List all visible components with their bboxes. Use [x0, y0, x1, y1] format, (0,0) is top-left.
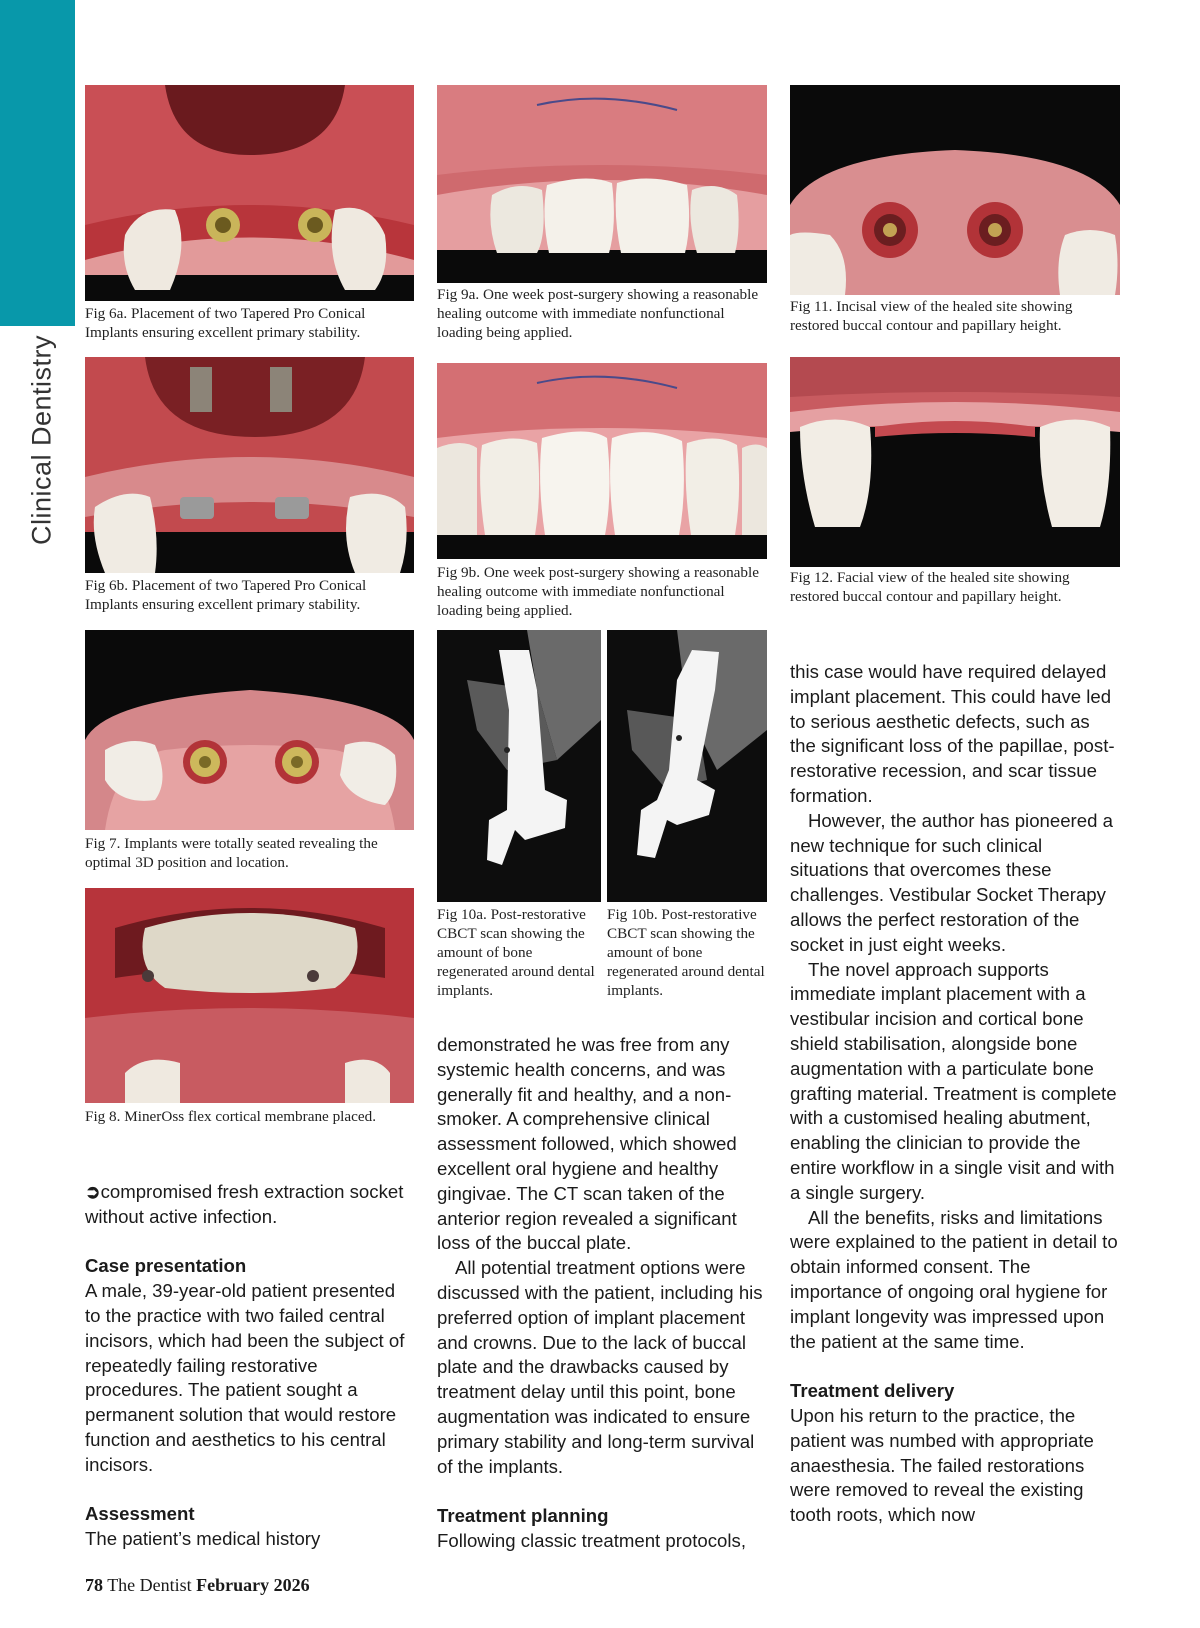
- fig12-caption: Fig 12. Facial view of the healed site showing restored buccal contour and papillary height.: [790, 569, 1070, 605]
- paragraph: Following classic treatment protocols,: [437, 1529, 746, 1551]
- fig6b-caption: Fig 6b. Placement of two Tapered Pro Conical Implants ensuring excellent primary stability.: [85, 577, 367, 613]
- fig6a-photo: [85, 85, 414, 301]
- fig10b-caption: Fig 10b. Post-restorative CBCT scan showing the amount of bone regenerated around dental implants.: [607, 906, 765, 999]
- fig7-photo: [85, 630, 414, 830]
- paragraph: However, the author has pioneered a new technique for such clinical situations that overcomes these challenges. Vestibular Socket Therapy allows the perfect restoration of the socket in just eight weeks.: [790, 809, 1113, 955]
- fig9a-photo: [437, 85, 767, 283]
- paragraph: Upon his return to the practice, the patient was numbed with appropriate anaesthesia. The failed restorations were removed to reveal the existing tooth roots, which now: [790, 1404, 1094, 1526]
- fig9b-photo: [437, 363, 767, 559]
- fig8-photo: [85, 888, 414, 1103]
- fig6a-caption: Fig 6a. Placement of two Tapered Pro Conical Implants ensuring excellent primary stability.: [85, 305, 366, 341]
- fig9b-caption: Fig 9b. One week post-surgery showing a reasonable healing outcome with immediate nonfunctional loading being applied.: [437, 564, 759, 619]
- page-number: 78: [85, 1575, 103, 1595]
- section-label: Clinical Dentistry: [26, 334, 57, 546]
- fig11-photo: [790, 85, 1120, 295]
- paragraph: this case would have required delayed implant placement. This could have led to serious aesthetic defects, such as the significant loss of the papillae, post-restorative recession, and scar tissue formation.: [790, 661, 1115, 806]
- section-heading: Treatment delivery: [790, 1380, 955, 1402]
- fig11-caption: Fig 11. Incisal view of the healed site showing restored buccal contour and papillary height.: [790, 298, 1073, 334]
- fig8-caption: Fig 8. MinerOss flex cortical membrane placed.: [85, 1108, 377, 1125]
- section-color-bar: [0, 0, 75, 326]
- paragraph: All potential treatment options were discussed with the patient, including his preferred option of implant placement and crowns. Due to the lack of buccal plate and the drawbacks caused by treatment delay until this point, bone augmentation was indicated to ensure primary stability and long-term survival of the implants.: [437, 1257, 763, 1477]
- section-heading: Case presentation: [85, 1255, 247, 1277]
- paragraph: The novel approach supports immediate implant placement with a vestibular incision and cortical bone shield stabilisation, alongside bone augmentation with a particulate bone grafting material. Treatment is complete with a customised healing abutment, enabling the clinician to provide the entire workflow in a single visit and with a single surgery.: [790, 958, 1117, 1203]
- fig10a-photo: [437, 630, 601, 902]
- paragraph: [85, 1180, 415, 1230]
- paragraph: All the benefits, risks and limitations were explained to the patient in detail to obtain informed consent. The importance of ongoing oral hygiene for implant longevity was impressed upon the patient at the same time.: [790, 1206, 1118, 1352]
- fig12-photo: [790, 357, 1120, 567]
- publication-name: The Dentist: [107, 1575, 192, 1595]
- continuation-arrow-icon: ➲: [85, 1181, 101, 1202]
- page-footer: [85, 1575, 310, 1596]
- fig10b-photo: [607, 630, 767, 902]
- text-column-3: [790, 660, 1120, 1528]
- paragraph: A male, 39-year-old patient presented to the practice with two failed central incisors, which had been the subject of repeatedly failing restorative procedures. The patient sought a permanent solution that would restore function and aesthetics to his central incisors.: [85, 1280, 405, 1475]
- fig9a-caption: Fig 9a. One week post-surgery showing a reasonable healing outcome with immediate nonfunctional loading being applied.: [437, 286, 759, 341]
- paragraph: The patient’s medical history: [85, 1528, 321, 1550]
- paragraph-text: compromised fresh extraction socket without active infection.: [85, 1181, 404, 1227]
- issue-date: February 2026: [196, 1575, 310, 1595]
- section-heading: Treatment planning: [437, 1505, 609, 1527]
- fig7-caption: Fig 7. Implants were totally seated revealing the optimal 3D position and location.: [85, 835, 378, 871]
- section-heading: Assessment: [85, 1503, 195, 1525]
- paragraph: demonstrated he was free from any systemic health concerns, and was generally fit and healthy, and a non-smoker. A comprehensive clinical assessment followed, which showed excellent oral hygiene and healthy gingivae. The CT scan taken of the anterior region revealed a significant loss of the buccal plate.: [437, 1034, 737, 1254]
- text-column-1: [85, 1180, 415, 1552]
- text-column-2: [437, 1033, 767, 1554]
- fig10a-caption: Fig 10a. Post-restorative CBCT scan showing the amount of bone regenerated around dental implants.: [437, 906, 595, 999]
- fig6b-photo: [85, 357, 414, 573]
